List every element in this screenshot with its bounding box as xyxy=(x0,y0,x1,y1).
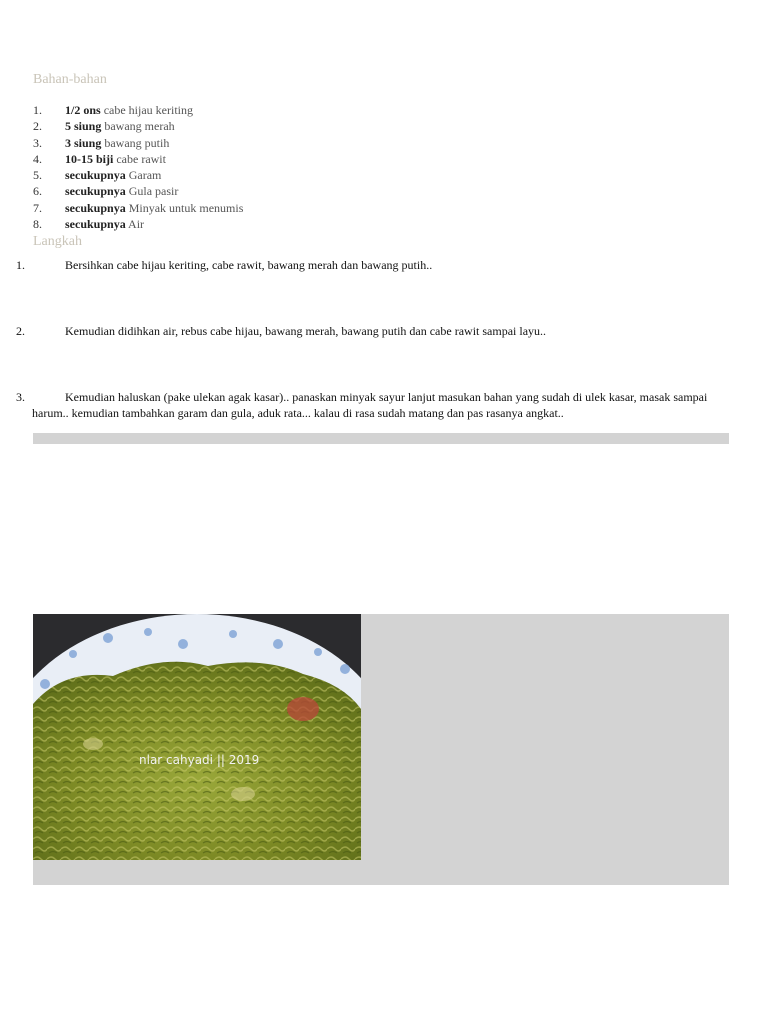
step-number: 1. xyxy=(16,258,25,272)
ingredient-name: Minyak untuk menumis xyxy=(128,200,244,215)
ingredient-name: Air xyxy=(128,217,145,232)
food-photo xyxy=(33,614,361,860)
photo-watermark: nlar cahyadi || 2019 xyxy=(139,753,260,767)
ingredient-item xyxy=(33,102,243,118)
step-item xyxy=(16,323,716,339)
ingredient-qty: 5 siung xyxy=(65,119,102,134)
sambal-photo-icon xyxy=(33,614,361,860)
ingredient-item xyxy=(33,135,243,151)
ingredient-name: bawang putih xyxy=(104,135,170,150)
photo-panel xyxy=(33,614,729,885)
list-number: 8. xyxy=(33,217,42,232)
list-number: 2. xyxy=(33,119,42,134)
ingredient-qty: secukupnya xyxy=(65,184,126,199)
ingredient-name: Gula pasir xyxy=(128,184,179,199)
ingredient-item xyxy=(33,167,243,183)
ingredients-list xyxy=(33,102,243,232)
list-number: 1. xyxy=(33,103,42,117)
step-number: 2. xyxy=(16,324,25,338)
step-text: Bersihkan cabe hijau keriting, cabe rawit, bawang merah dan bawang putih.. xyxy=(65,258,433,272)
step-number: 3. xyxy=(16,390,25,404)
list-number: 3. xyxy=(33,135,42,150)
ingredient-item xyxy=(33,183,243,199)
list-number: 4. xyxy=(33,151,42,166)
ingredients-heading: Bahan-bahan xyxy=(33,72,107,87)
ingredient-name: bawang merah xyxy=(104,119,175,134)
ingredient-item xyxy=(33,151,243,167)
ingredient-name: cabe hijau keriting xyxy=(103,103,193,117)
ingredient-item xyxy=(33,118,243,134)
ingredient-name: Garam xyxy=(128,168,162,183)
ingredient-item xyxy=(33,216,243,232)
divider-bar xyxy=(33,433,729,444)
step-text: Kemudian didihkan air, rebus cabe hijau, bawang merah, bawang putih dan cabe rawit sampai layu.. xyxy=(65,324,547,338)
list-number: 5. xyxy=(33,168,42,183)
ingredient-qty: 3 siung xyxy=(65,135,102,150)
ingredient-qty: secukupnya xyxy=(65,217,126,232)
ingredient-qty: 10-15 biji xyxy=(65,151,114,166)
ingredient-name: cabe rawit xyxy=(116,151,166,166)
steps-heading: Langkah xyxy=(33,234,82,249)
step-item xyxy=(16,257,716,273)
step-text: Kemudian haluskan (pake ulekan agak kasar).. panaskan minyak sayur lanjut masukan bahan yang sudah di ulek kasar, masak sampai harum.. kemudian tambahkan garam dan gula, aduk rata... kalau di rasa sudah matang dan pas rasanya angkat.. xyxy=(32,390,708,420)
ingredient-qty: secukupnya xyxy=(65,168,126,183)
ingredient-item xyxy=(33,200,243,216)
ingredient-qty: 1/2 ons xyxy=(65,103,101,117)
step-item xyxy=(16,389,716,421)
list-number: 6. xyxy=(33,184,42,199)
list-number: 7. xyxy=(33,200,42,215)
ingredient-qty: secukupnya xyxy=(65,200,126,215)
